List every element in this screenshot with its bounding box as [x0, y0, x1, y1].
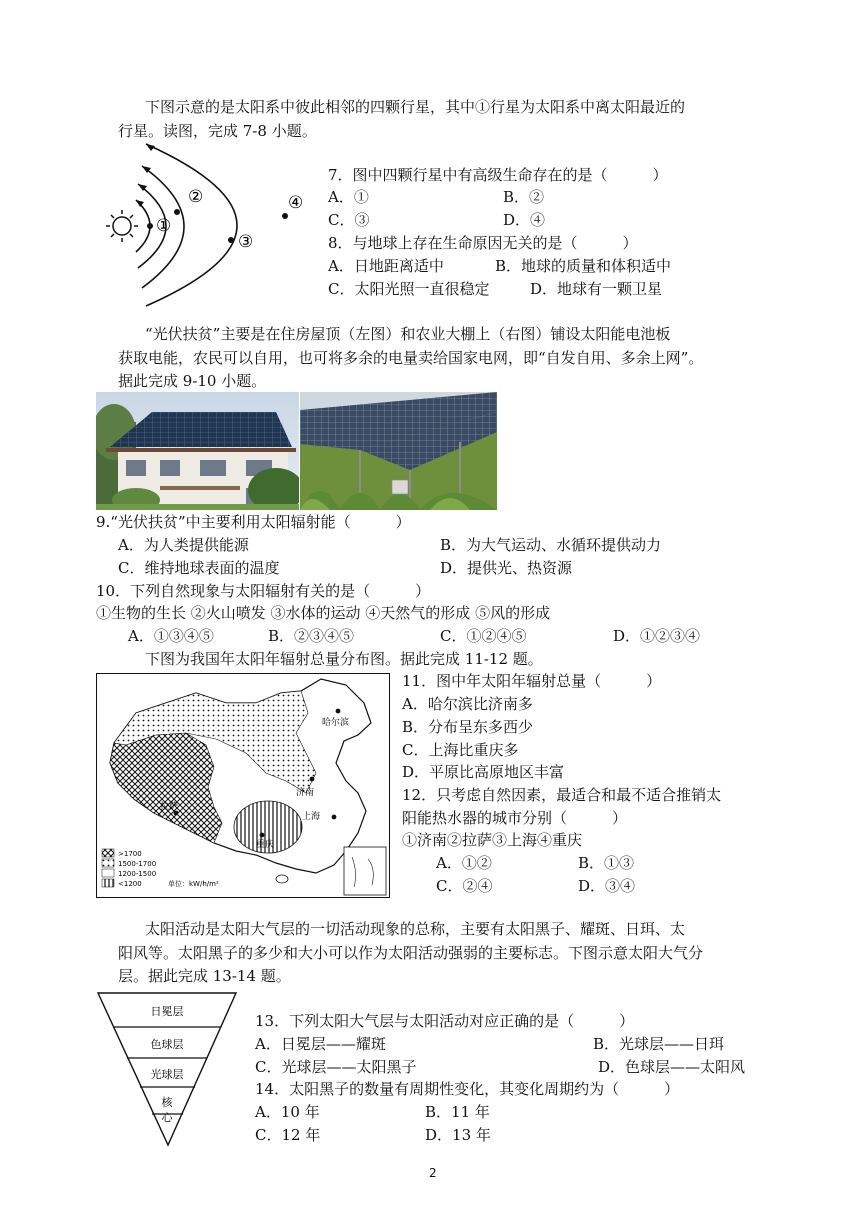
planet-label-2: ②	[188, 187, 204, 207]
q10-option-b[interactable]: B．②③④⑤	[268, 627, 355, 645]
intro-7-8-line1: 下图示意的是太阳系中彼此相邻的四颗行星，其中①行星为太阳系中离太阳最近的	[145, 98, 686, 116]
q14-option-a[interactable]: A．10 年	[255, 1103, 320, 1121]
q7-option-c[interactable]: C．③	[328, 211, 370, 229]
question-14: 14．太阳黑子的数量有周期性变化，其变化周期约为（ ）	[255, 1080, 680, 1098]
question-9: 9.“光伏扶贫”中主要利用太阳辐射能（ ）	[96, 513, 411, 531]
planet-label-4: ④	[288, 193, 304, 213]
q11-option-c[interactable]: C．上海比重庆多	[402, 741, 519, 759]
china-solar-radiation-map	[96, 673, 390, 898]
intro-9-10-line3: 据此完成 9-10 小题。	[118, 372, 267, 390]
legend-4: <1200	[118, 880, 142, 888]
q13-option-b[interactable]: B．光球层——日珥	[593, 1035, 725, 1053]
intro-9-10-line1: “光伏扶贫”主要是在住房屋顶（左图）和农业大棚上（右图）铺设太阳能电池板	[145, 325, 671, 343]
q8-option-c[interactable]: C．太阳光照一直很稳定	[328, 280, 490, 298]
legend-3: 1200-1500	[118, 870, 157, 878]
city-jinan: 济南	[296, 788, 315, 798]
question-10: 10．下列自然现象与太阳辐射有关的是（ ）	[96, 582, 431, 600]
q10-option-a[interactable]: A．①③④⑤	[128, 627, 214, 645]
q10-items: ①生物的生长 ②火山喷发 ③水体的运动 ④天然气的形成 ⑤风的形成	[96, 604, 551, 622]
question-12-line1: 12．只考虑自然因素，最适合和最不适合推销太	[402, 786, 722, 804]
city-lasa: 拉萨	[160, 802, 179, 812]
q9-option-b[interactable]: B．为大气运动、水循环提供动力	[440, 536, 662, 554]
q11-option-a[interactable]: A．哈尔滨比济南多	[402, 695, 533, 713]
q10-option-d[interactable]: D．①②③④	[613, 627, 701, 645]
q9-option-a[interactable]: A．为人类提供能源	[118, 536, 249, 554]
q13-option-a[interactable]: A．日冕层——耀斑	[255, 1035, 386, 1053]
q7-option-d[interactable]: D．④	[503, 211, 546, 229]
intro-13-14-line3: 层。据此完成 13-14 题。	[118, 967, 291, 985]
layer-corona: 日冕层	[150, 1005, 184, 1018]
q14-option-b[interactable]: B．11 年	[425, 1103, 490, 1121]
planet-orbit-diagram	[98, 140, 320, 310]
city-harbin: 哈尔滨	[322, 718, 350, 728]
q7-option-a[interactable]: A．①	[328, 188, 369, 206]
legend-unit: 单位：kW/h/m²	[168, 880, 219, 888]
intro-11-12: 下图为我国年太阳年辐射总量分布图。据此完成 11-12 题。	[145, 650, 543, 668]
q8-option-a[interactable]: A．日地距离适中	[328, 257, 444, 275]
q12-option-d[interactable]: D．③④	[578, 877, 636, 895]
q12-option-a[interactable]: A．①②	[436, 854, 492, 872]
question-11: 11．图中年太阳年辐射总量（ ）	[402, 672, 662, 690]
sun-icon	[106, 210, 138, 242]
rooftop-solar-photo	[96, 392, 299, 510]
q13-option-d[interactable]: D．色球层——太阳风	[598, 1058, 746, 1076]
q7-option-b[interactable]: B．②	[503, 188, 545, 206]
city-shanghai: 上海	[302, 812, 321, 822]
q9-option-d[interactable]: D．提供光、热资源	[440, 559, 573, 577]
city-chongqing: 重庆	[256, 840, 275, 850]
q10-option-c[interactable]: C．①②④⑤	[440, 627, 527, 645]
q12-option-b[interactable]: B．①③	[578, 854, 635, 872]
q11-option-b[interactable]: B．分布呈东多西少	[402, 718, 534, 736]
layer-photosphere: 光球层	[150, 1068, 184, 1081]
legend-2: 1500-1700	[118, 860, 157, 868]
q13-option-c[interactable]: C．光球层——太阳黑子	[255, 1058, 417, 1076]
layer-core-part1: 核	[161, 1096, 173, 1109]
planet-label-3: ③	[238, 232, 254, 252]
q12-items: ①济南②拉萨③上海④重庆	[402, 831, 583, 849]
page-number: 2	[429, 1166, 437, 1180]
question-7: 7．图中四颗行星中有高级生命存在的是（ ）	[328, 166, 668, 184]
q9-option-c[interactable]: C．维持地球表面的温度	[118, 559, 280, 577]
question-8: 8．与地球上存在生命原因无关的是（ ）	[328, 234, 638, 252]
q11-option-d[interactable]: D．平原比高原地区丰富	[402, 763, 565, 781]
question-13: 13．下列太阳大气层与太阳活动对应正确的是（ ）	[255, 1012, 635, 1030]
intro-13-14-line2: 阳风等。太阳黑子的多少和大小可以作为太阳活动强弱的主要标志。下图示意太阳大气分	[118, 944, 704, 962]
intro-9-10-line2: 获取电能，农民可以自用，也可将多余的电量卖给国家电网，即“自发自用、多余上网”。	[118, 349, 704, 367]
planet-label-1: ①	[156, 216, 172, 236]
layer-core-part2: 心	[161, 1111, 173, 1124]
intro-7-8-line2: 行星。读图，完成 7-8 小题。	[118, 122, 317, 140]
q8-option-b[interactable]: B．地球的质量和体积适中	[495, 257, 672, 275]
q12-option-c[interactable]: C．②④	[436, 877, 493, 895]
legend-1: >1700	[118, 850, 142, 858]
q14-option-d[interactable]: D．13 年	[425, 1126, 491, 1144]
layer-chromosphere: 色球层	[150, 1038, 184, 1051]
q8-option-d[interactable]: D．地球有一颗卫星	[530, 280, 663, 298]
q14-option-c[interactable]: C．12 年	[255, 1126, 321, 1144]
question-12-line2: 阳能热水器的城市分别（ ）	[402, 809, 628, 827]
solar-atmosphere-layers-diagram	[96, 990, 238, 1148]
greenhouse-solar-photo	[300, 392, 497, 510]
intro-13-14-line1: 太阳活动是太阳大气层的一切活动现象的总称，主要有太阳黑子、耀斑、日珥、太	[145, 920, 686, 938]
